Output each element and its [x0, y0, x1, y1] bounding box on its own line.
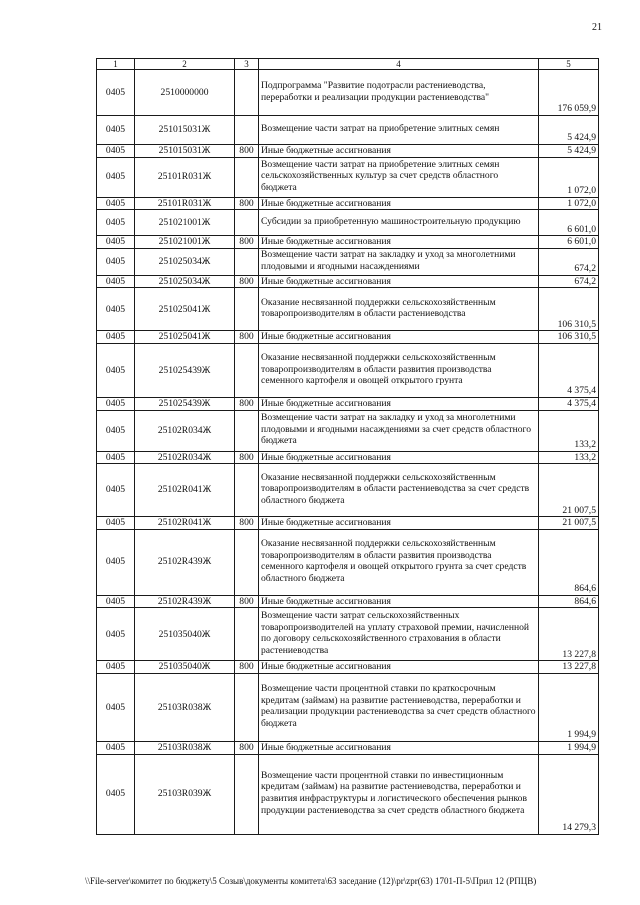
amount-cell: 21 007,5: [539, 517, 599, 530]
section-code-cell: 0405: [97, 275, 135, 288]
target-article-cell: 25103R038Ж: [135, 741, 235, 754]
amount-cell: 14 279,3: [539, 754, 599, 834]
amount-cell: 176 059,9: [539, 70, 599, 116]
target-article-cell: 251025041Ж: [135, 288, 235, 331]
table-row: [97, 661, 599, 674]
amount-cell: 133,2: [539, 451, 599, 464]
amount-cell: 5 424,9: [539, 145, 599, 158]
expense-type-cell: 800: [235, 197, 259, 210]
section-code-cell: 0405: [97, 116, 135, 145]
column-header-3: 3: [235, 59, 259, 70]
table-row: [97, 145, 599, 158]
target-article-cell: 2510000000: [135, 70, 235, 116]
section-code-cell: 0405: [97, 529, 135, 595]
item-name-cell: Субсидии за приобретенную машиностроительную продукцию: [259, 210, 539, 236]
column-header-5: 5: [539, 59, 599, 70]
item-name-cell: Иные бюджетные ассигнования: [259, 275, 539, 288]
table-row: [97, 236, 599, 249]
target-article-cell: 25102R034Ж: [135, 451, 235, 464]
expense-type-cell: 800: [235, 451, 259, 464]
expense-type-cell: [235, 116, 259, 145]
expense-type-cell: [235, 210, 259, 236]
amount-cell: 864,6: [539, 529, 599, 595]
section-code-cell: 0405: [97, 754, 135, 834]
expense-type-cell: 800: [235, 275, 259, 288]
table-row: [97, 451, 599, 464]
item-name-cell: Иные бюджетные ассигнования: [259, 595, 539, 608]
section-code-cell: 0405: [97, 410, 135, 451]
column-header-2: 2: [135, 59, 235, 70]
table-row: [97, 741, 599, 754]
table-row: [97, 397, 599, 410]
target-article-cell: 251025439Ж: [135, 397, 235, 410]
section-code-cell: 0405: [97, 595, 135, 608]
target-article-cell: 251015031Ж: [135, 145, 235, 158]
amount-cell: 13 227,8: [539, 608, 599, 661]
amount-cell: 1 072,0: [539, 157, 599, 197]
item-name-cell: Иные бюджетные ассигнования: [259, 331, 539, 344]
section-code-cell: 0405: [97, 288, 135, 331]
item-name-cell: Оказание несвязанной поддержки сельскохозяйственным товаропроизводителям в области развития производства семенного картофеля и овощей открытого грунта: [259, 343, 539, 397]
expense-type-cell: [235, 608, 259, 661]
table-body: [97, 70, 599, 835]
section-code-cell: 0405: [97, 741, 135, 754]
item-name-cell: Возмещение части затрат на закладку и уход за многолетними плодовыми и ягодными насаждениями за счет средств областного бюджета: [259, 410, 539, 451]
section-code-cell: 0405: [97, 236, 135, 249]
section-code-cell: 0405: [97, 248, 135, 275]
item-name-cell: Возмещение части затрат на приобретение элитных семян сельскохозяйственных культур за счет средств областного бюджета: [259, 157, 539, 197]
table-row: [97, 210, 599, 236]
amount-cell: 1 994,9: [539, 741, 599, 754]
item-name-cell: Иные бюджетные ассигнования: [259, 517, 539, 530]
amount-cell: 106 310,5: [539, 331, 599, 344]
item-name-cell: Иные бюджетные ассигнования: [259, 451, 539, 464]
target-article-cell: 251025034Ж: [135, 275, 235, 288]
table-row: [97, 288, 599, 331]
budget-table: [96, 58, 599, 835]
amount-cell: 864,6: [539, 595, 599, 608]
amount-cell: 6 601,0: [539, 236, 599, 249]
table-row: [97, 70, 599, 116]
expense-type-cell: [235, 343, 259, 397]
expense-type-cell: [235, 410, 259, 451]
column-header-4: 4: [259, 59, 539, 70]
section-code-cell: 0405: [97, 210, 135, 236]
amount-cell: 674,2: [539, 248, 599, 275]
target-article-cell: 251035040Ж: [135, 608, 235, 661]
expense-type-cell: [235, 464, 259, 517]
target-article-cell: 25102R041Ж: [135, 517, 235, 530]
item-name-cell: Оказание несвязанной поддержки сельскохозяйственным товаропроизводителям в области развития производства семенного картофеля и овощей открытого грунта за счет средств областного бюджета: [259, 529, 539, 595]
item-name-cell: Оказание несвязанной поддержки сельскохозяйственным товаропроизводителям в области растениеводства: [259, 288, 539, 331]
expense-type-cell: [235, 673, 259, 741]
page-number: 21: [592, 22, 602, 33]
target-article-cell: 25103R039Ж: [135, 754, 235, 834]
section-code-cell: 0405: [97, 343, 135, 397]
target-article-cell: 251025034Ж: [135, 248, 235, 275]
target-article-cell: 251021001Ж: [135, 210, 235, 236]
item-name-cell: Возмещение части процентной ставки по инвестиционным кредитам (займам) на развитие растениеводства, переработки и развития инфраструктуры и логистического обеспечения рынков продукции растениеводства за счет средств областного бюджета: [259, 754, 539, 834]
target-article-cell: 25101R031Ж: [135, 197, 235, 210]
expense-type-cell: [235, 248, 259, 275]
target-article-cell: 25102R041Ж: [135, 464, 235, 517]
table-row: [97, 116, 599, 145]
target-article-cell: 251025041Ж: [135, 331, 235, 344]
section-code-cell: 0405: [97, 464, 135, 517]
table-row: [97, 464, 599, 517]
file-path-footer: \\File-server\комитет по бюджету\5 Созыв\документы комитета\63 заседание (12)\pr\zpr(63) 1701-П-5\Прил 12 (РПЦВ): [85, 876, 537, 886]
table-row: [97, 197, 599, 210]
target-article-cell: 251025439Ж: [135, 343, 235, 397]
table-row: [97, 343, 599, 397]
section-code-cell: 0405: [97, 673, 135, 741]
target-article-cell: 251021001Ж: [135, 236, 235, 249]
section-code-cell: 0405: [97, 70, 135, 116]
expense-type-cell: 800: [235, 741, 259, 754]
amount-cell: 4 375,4: [539, 397, 599, 410]
section-code-cell: 0405: [97, 451, 135, 464]
target-article-cell: 251015031Ж: [135, 116, 235, 145]
table-row: [97, 517, 599, 530]
table-row: [97, 275, 599, 288]
expense-type-cell: 800: [235, 145, 259, 158]
section-code-cell: 0405: [97, 197, 135, 210]
table-row: [97, 248, 599, 275]
target-article-cell: 25102R439Ж: [135, 529, 235, 595]
amount-cell: 674,2: [539, 275, 599, 288]
section-code-cell: 0405: [97, 331, 135, 344]
table-row: [97, 331, 599, 344]
item-name-cell: Возмещение части затрат сельскохозяйственных товаропроизводителей на уплату страховой премии, начисленной по договору сельскохозяйственного страхования в области растениеводства: [259, 608, 539, 661]
item-name-cell: Иные бюджетные ассигнования: [259, 236, 539, 249]
expense-type-cell: 800: [235, 236, 259, 249]
section-code-cell: 0405: [97, 397, 135, 410]
amount-cell: 13 227,8: [539, 661, 599, 674]
column-number-row: [97, 59, 599, 70]
expense-type-cell: 800: [235, 397, 259, 410]
item-name-cell: Иные бюджетные ассигнования: [259, 661, 539, 674]
expense-type-cell: [235, 754, 259, 834]
expense-type-cell: 800: [235, 661, 259, 674]
item-name-cell: Иные бюджетные ассигнования: [259, 741, 539, 754]
amount-cell: 133,2: [539, 410, 599, 451]
expense-type-cell: [235, 288, 259, 331]
item-name-cell: Иные бюджетные ассигнования: [259, 397, 539, 410]
section-code-cell: 0405: [97, 661, 135, 674]
expense-type-cell: 800: [235, 595, 259, 608]
table-row: [97, 608, 599, 661]
table-row: [97, 157, 599, 197]
item-name-cell: Оказание несвязанной поддержки сельскохозяйственным товаропроизводителям в области растениеводства за счет средств областного бюджета: [259, 464, 539, 517]
column-header-1: 1: [97, 59, 135, 70]
item-name-cell: Подпрограмма "Развитие подотрасли растениеводства, переработки и реализации продукции растениеводства": [259, 70, 539, 116]
table-row: [97, 673, 599, 741]
amount-cell: 5 424,9: [539, 116, 599, 145]
target-article-cell: 25101R031Ж: [135, 157, 235, 197]
item-name-cell: Иные бюджетные ассигнования: [259, 145, 539, 158]
amount-cell: 21 007,5: [539, 464, 599, 517]
section-code-cell: 0405: [97, 157, 135, 197]
expense-type-cell: [235, 157, 259, 197]
section-code-cell: 0405: [97, 145, 135, 158]
amount-cell: 1 994,9: [539, 673, 599, 741]
expense-type-cell: [235, 70, 259, 116]
table-row: [97, 410, 599, 451]
amount-cell: 4 375,4: [539, 343, 599, 397]
amount-cell: 6 601,0: [539, 210, 599, 236]
section-code-cell: 0405: [97, 608, 135, 661]
section-code-cell: 0405: [97, 517, 135, 530]
target-article-cell: 25102R439Ж: [135, 595, 235, 608]
table-row: [97, 754, 599, 834]
item-name-cell: Возмещение части процентной ставки по краткосрочным кредитам (займам) на развитие растениеводства, переработки и реализации продукции растениеводства за счет средств областного бюджета: [259, 673, 539, 741]
table-row: [97, 529, 599, 595]
item-name-cell: Иные бюджетные ассигнования: [259, 197, 539, 210]
target-article-cell: 251035040Ж: [135, 661, 235, 674]
amount-cell: 106 310,5: [539, 288, 599, 331]
target-article-cell: 25103R038Ж: [135, 673, 235, 741]
expense-type-cell: 800: [235, 331, 259, 344]
expense-type-cell: 800: [235, 517, 259, 530]
item-name-cell: Возмещение части затрат на закладку и уход за многолетними плодовыми и ягодными насаждениями: [259, 248, 539, 275]
expense-type-cell: [235, 529, 259, 595]
item-name-cell: Возмещение части затрат на приобретение элитных семян: [259, 116, 539, 145]
target-article-cell: 25102R034Ж: [135, 410, 235, 451]
amount-cell: 1 072,0: [539, 197, 599, 210]
table-row: [97, 595, 599, 608]
